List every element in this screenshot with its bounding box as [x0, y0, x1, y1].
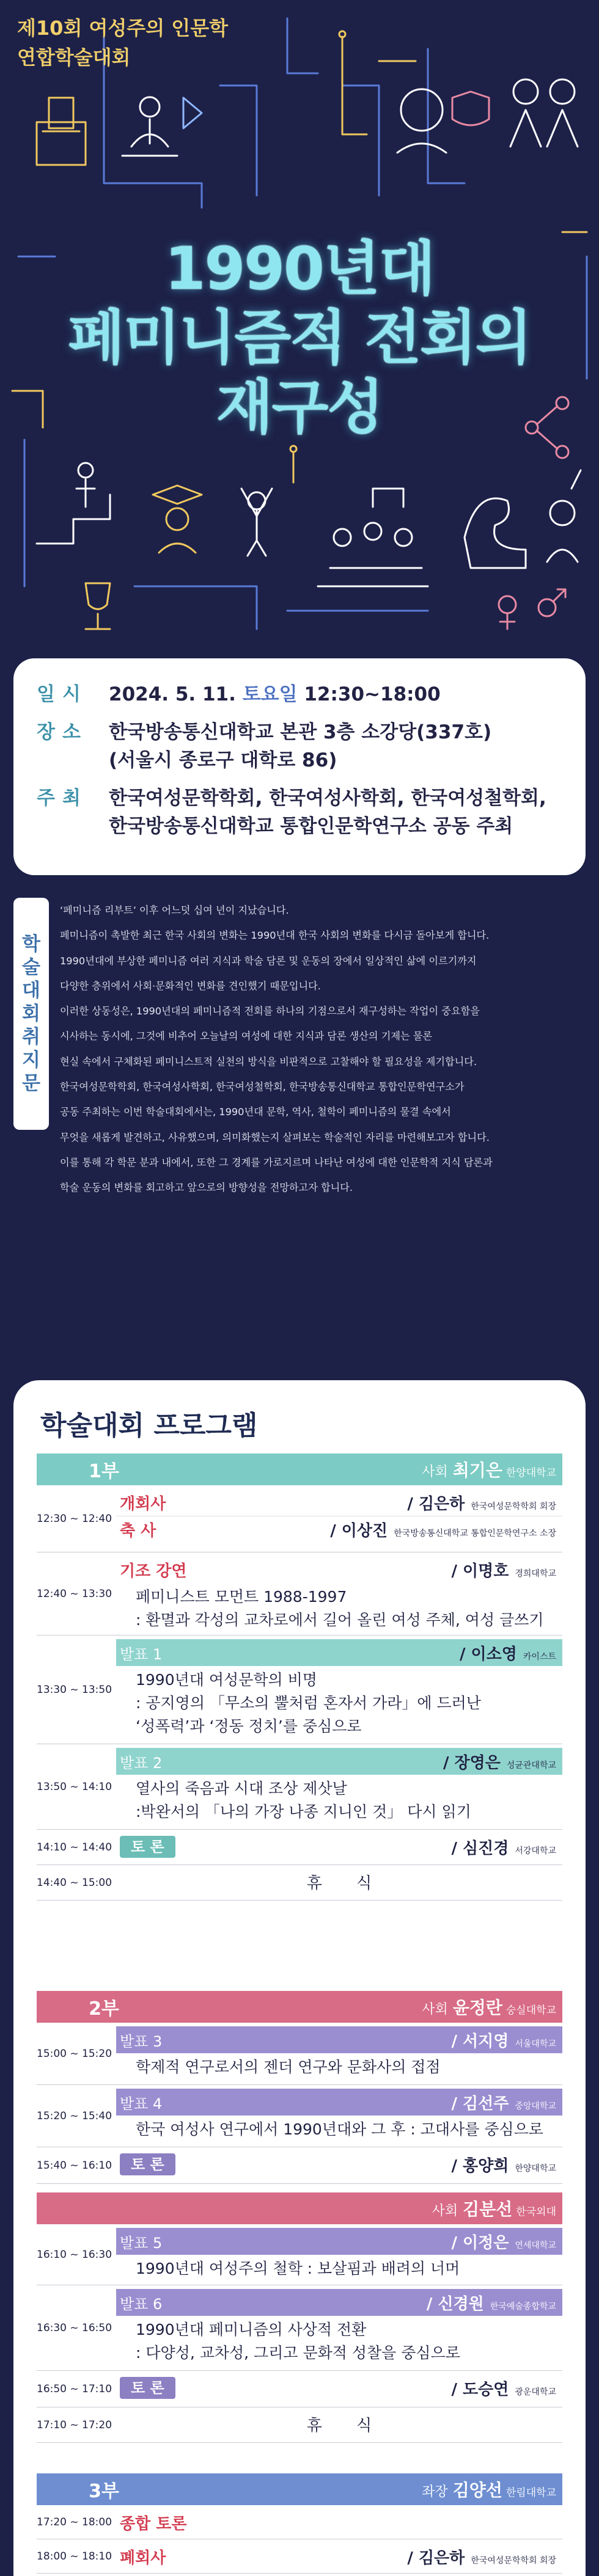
presentation-4-row: 15:20 ~ 15:40 발표 4 / 김선주 중앙대학교 한국 여성사 연구에서 1990년대와 그 후 : 고대사를 중심으로	[37, 2085, 562, 2147]
main-title-line-2: 페미니즘적 전회의	[68, 304, 531, 372]
presentation-2-row: 13:50 ~ 14:10 발표 2 / 장영은 성균관대학교 열사의 죽음과 시대 조상 제삿날 :박완서의 「나의 가장 나종 지니인 것」 다시 읽기	[37, 1744, 562, 1830]
place-value: 한국방송통신대학교 본관 3층 소강당(337호) (서울시 종로구 대학로 86)	[109, 721, 492, 771]
part-1	[37, 1454, 562, 1901]
presentation-6-row: 16:30 ~ 16:50 발표 6 / 신경원 한국예술종합학교 1990년대 페미니즘의 사상적 전환 : 다양성, 교차성, 그리고 문화적 성찰을 중심으로	[37, 2285, 562, 2371]
woman-portrait-icon	[397, 89, 446, 153]
woman-raised-fist-icon	[547, 470, 581, 562]
part-3	[37, 2473, 562, 2574]
closing-row: 18:00 ~ 18:10 폐회사 / 김은하 한국여성문학학회 회장	[37, 2539, 562, 2574]
event-info-box	[13, 658, 586, 875]
host-row	[37, 784, 562, 840]
part-3-header: 3부 좌장 김양선 한림대학교	[37, 2473, 562, 2505]
meditation-figure-icon	[122, 97, 177, 156]
presentation-5-row: 16:10 ~ 16:30 발표 5 / 이정은 연세대학교 1990년대 여성주의 철학 : 보살핌과 배려의 너머	[37, 2224, 562, 2285]
place-row	[37, 718, 562, 774]
opening-row: 12:30 ~ 12:40 개회사 / 김은하 한국여성문학학회 회장 축 사 / 이상진 한국방송통신대학교 통합인문학연구소 소장	[37, 1485, 562, 1552]
host-label: 주최	[37, 787, 88, 809]
part-2b-header: 사회 김분선 한국외대	[37, 2192, 562, 2224]
gender-symbols-icon	[499, 589, 565, 629]
part-2	[37, 1991, 562, 2443]
flexed-arm-icon	[465, 498, 526, 568]
place-label: 장소	[37, 721, 88, 743]
graduate-icon	[153, 486, 202, 553]
conference-subtitle	[17, 13, 228, 72]
presentation-1-row: 13:30 ~ 13:50 발표 1 / 이소영 카이스트 1990년대 여성문학의 비명 : 공지영의 「무소의 뿔처럼 혼자서 가라」에 드러난 ‘성폭력’과 ‘정동 정치’를 중심으로	[37, 1635, 562, 1744]
date-row	[37, 680, 562, 708]
program-section	[13, 1380, 586, 2576]
discussion-2-row: 15:40 ~ 16:10 토 론 / 홍양희 한양대학교	[37, 2147, 562, 2184]
cheering-woman-icon	[241, 489, 272, 556]
part-2-header: 2부 사회 윤정란 숭실대학교	[37, 1991, 562, 2023]
two-women-icon	[510, 79, 578, 147]
purpose-text: ‘페미니즘 리부트’ 이후 어느덧 십여 년이 지났습니다. 페미니즘이 촉발한 최근 한국 사회의 변화는 1990년대 한국 사회의 변화를 다시금 돌아보게 합니다. 1990년대에 부상한 페미니즘 여러 지식과 학술 담론 및 운동의 장에서 일상적인 삶에 이르기까지 다양한 층위에서 사회·문화적인 변화를 견인했기 때문입니다. 이러한 상동성은, 1990년대의 페미니즘적 전회를 하나의 기점으로서 재구성하는 작업이 중요함을 시사하는 동시에, 그것에 비추어 오늘날의 여성에 대한 지식과 담론 생산의 기제는 물론 현실 속에서 구체화된 페미니스트적 실천의 방식을 비판적으로 고찰해야 할 필요성을 제기합니다. 한국여성문학학회, 한국여성사학회, 한국여성철학회, 한국방송통신대학교 통합인문학연구소가 공동 주최하는 이번 학술대회에서는, 1990년대 문학, 역사, 철학이 페미니즘의 물결 속에서 무엇을 새롭게 발견하고, 사유했으며, 의미화했는지 살펴보는 학술적인 자리를 마련해보고자 합니다. 이를 통해 각 학문 분과 내에서, 또한 그 경계를 가로지르며 나타난 여성에 대한 인문학적 지식 담론과 학술 운동의 변화를 회고하고 앞으로의 방향성을 전망하고자 합니다.	[60, 904, 493, 1194]
purpose-tag: 학 술 대 회 취 지 문	[13, 898, 49, 1130]
host-value: 한국여성문학학회, 한국여성사학회, 한국여성철학회, 한국방송통신대학교 통합인문학연구소 공동 주최	[109, 787, 546, 837]
trophy-icon	[86, 583, 110, 629]
shield-icon	[452, 92, 489, 125]
break-1-row: 14:40 ~ 15:00 휴 식	[37, 1865, 562, 1901]
discussion-3-row: 16:50 ~ 17:10 토 론 / 도승연 광운대학교	[37, 2371, 562, 2407]
main-title-line-1: 1990년대	[164, 235, 435, 303]
keynote-row: 12:40 ~ 13:30 기조 강연 / 이명호 경희대학교 페미니스트 모먼트 1988-1997 : 환멸과 각성의 교차로에서 길어 올린 여성 주체, 여성 글쓰기	[37, 1552, 562, 1635]
main-title-line-3: 재구성	[216, 373, 383, 442]
purpose-section	[13, 898, 586, 1374]
date-value: 2024. 5. 11. 토요일 12:30~18:00	[109, 683, 441, 705]
part-1-header: 1부 사회 최기은 한양대학교	[37, 1454, 562, 1485]
subtitle-line-1: 제10회 여성주의 인문학	[17, 16, 229, 40]
date-label: 일시	[37, 683, 88, 705]
presentation-3-row: 15:00 ~ 15:20 발표 3 / 서지영 서울대학교 학제적 연구로서의 젠더 연구와 문화사의 접점	[37, 2023, 562, 2085]
break-2-row: 17:10 ~ 17:20 휴 식	[37, 2407, 562, 2443]
ballot-box-icon	[37, 98, 86, 165]
day-of-week: 토요일	[242, 683, 298, 705]
program-title: 학술대회 프로그램	[40, 1410, 258, 1441]
general-discussion-row: 17:20 ~ 18:00 종합 토론	[37, 2505, 562, 2539]
hero-section	[0, 0, 599, 653]
woman-steps-icon	[37, 463, 110, 544]
discussion-1-row: 14:10 ~ 14:40 토 론 / 심진경 서강대학교	[37, 1830, 562, 1865]
protest-crowd-icon	[318, 489, 428, 586]
subtitle-line-2: 연합학술대회	[17, 46, 131, 69]
